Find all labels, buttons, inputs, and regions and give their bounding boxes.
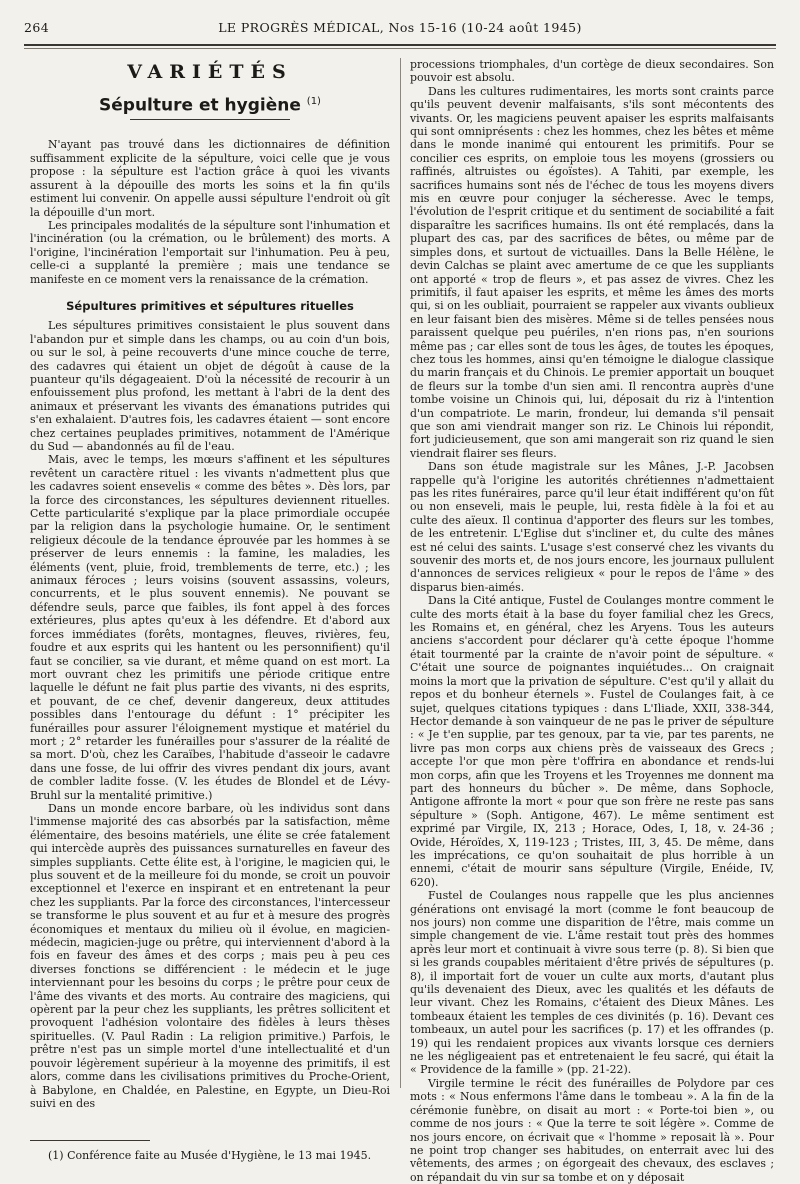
running-head: LE PROGRÈS MÉDICAL, Nos 15-16 (10-24 août 1945) [218,20,582,35]
subheading: Sépultures primitives et sépultures rituelles [66,298,354,313]
paragraph: N'ayant pas trouvé dans les dictionnaires de définition suffisamment explicite de la sépulture, voici celle que je vous propose : la sépulture est l'action grâce à quoi les vivants assurent à la dépouille des morts les soins et la fin qu'ils estiment lui convenir. On appelle aussi sépulture l'endroit où gît la dépouille d'un mort. [30,138,390,219]
paragraph: Dans la Cité antique, Fustel de Coulanges montre comment le culte des morts était à la base du foyer familial chez les Grecs, les Romains et, en général, chez les Aryens. Tous les auteurs anciens s'accordent pour déclarer qu'à cette époque l'homme était tourmenté par la crainte de n'avoir point de sépulture. « C'était une source de poignantes inquiétudes... On craignait moins la mort que la privation de sépulture. C'est qu'il y allait du repos et du bonheur éternels ». Fustel de Coulanges fait, à ce sujet, quelques citations typiques : dans L'Iliade, XXII, 338-344, Hector demande à son vainqueur de ne pas le priver de sépulture : « Je t'en supplie, par tes genoux, par ta vie, par tes parents, ne livre pas mon corps aux chiens près de vaisseaux des Grecs ; accepte l'or que mon père t'offrira en abondance et rends-lui mon corps, afin que les Troyens et les Troyennes me donnent ma part des honneurs du bûcher ». De même, dans Sophocle, Antigone affronte la mort « pour que son frère ne reste pas sans sépulture » (Soph. Antigone, 467). Le même sentiment est exprimé par Virgile, IX, 213 ; Horace, Odes, I, 18, v. 24-36 ; Ovide, Héroïdes, X, 119-123 ; Tristes, III, 3, 45. De même, dans les imprécations, ce qu'on souhaitait de plus horrible à un ennemi, c'était de mourir sans sépulture (Virgile, Enéide, IV, 620). [410,594,774,889]
running-header [24,20,776,40]
article-title [30,95,390,117]
column-divider [400,58,401,1088]
footnote: (1) Conférence faite au Musée d'Hygiène, le 13 mai 1945. [48,1149,372,1163]
paragraph: Virgile termine le récit des funérailles de Polydore par ces mots : « Nous enfermons l'âme dans le tombeau ». A la fin de la cérémonie funèbre, on disait au mort : « Porte-toi bien », ou comme de nos jours : « Que la terre te soit légère ». Comme de nos jours encore, on écrivait que « l'homme » reposait là ». Pour ne point trop changer ses habitudes, on enterrait avec lui des vêtements, des armes ; on égorgeait des chevaux, des esclaves ; on répandait du vin sur sa tombe et on y déposait [410,1076,774,1184]
footnote-rule [30,1140,150,1141]
paragraph: Les sépultures primitives consistaient le plus souvent dans l'abandon pur et simple dans les champs, ou au coin d'un bois, ou sur le sol, à peine recouverts d'une mince couche de terre, des cadavres qui étaient un objet de dégoût à cause de la puanteur qu'ils dégageaient. D'où la nécessité de recourir à un enfouissement plus profond, les mettant à l'abri de la dent des animaux et préservant les vivants des émanations putrides qui s'en exhalaient. D'autres fois, les cadavres étaient — sont encore chez certaines peuplades primitives, notamment de l'Amérique du Sud — abandonnés au fil de l'eau. [30,319,390,453]
title-rule [130,119,290,120]
left-column [30,58,390,1163]
paragraph: Les principales modalités de la sépulture sont l'inhumation et l'incinération (ou la crémation, ou le brûlement) des morts. A l'origine, l'incinération l'emportait sur l'inhumation. Peu à peu, celle-ci a supplanté la première ; mais une tendance se manifeste en ce moment vers la renaissance de la crémation. [30,218,390,286]
paragraph: Dans les cultures rudimentaires, les morts sont craints parce qu'ils peuvent devenir malfaisants, s'ils sont mécontents des vivants. Or, les magiciens peuvent apaiser les esprits malfaisants qui sont omniprésents : chez les hommes, chez les bêtes et même dans le monde inanimé qui entourent les primitifs. Pour se concilier ces esprits, on emploie tous les moyens (grossiers ou raffinés, altruistes ou égoïstes). A Tahiti, par exemple, les sacrifices humains sont nés de l'échec de tous les moyens divers mis en œuvre pour conjuger la sécheresse. Avec le temps, l'évolution de l'esprit critique et du sentiment de sociabilité a fait disparaître les sacrifices humains. Ils ont été remplacés, dans la plupart des cas, par des sacrifices de bêtes, ou même par de simples dons, et surtout de victuailles. Dans la Belle Hélène, le devin Calchas se plaint avec amertume de ce que les suppliants ont apporté « trop de fleurs », et pas assez de vivres. Chez les primitifs, il faut apaiser les esprits, et même les âmes des morts qui, si on les oubliait, pourraient se rappeler aux vivants oublieux en leur faisant bien des misères. Même si de telles pensées nous paraissent quelque peu puériles, n'en rions pas, n'en sourions même pas ; car elles sont de tous les âges, de toutes les époques, chez tous les hommes, ainsi qu'en témoigne le dialogue classique du marin français et du Chinois. Le premier apportait un bouquet de fleurs sur la tombe d'un sien ami. Il rencontra auprès d'une tombe voisine un Chinois qui, lui, déposait du riz à l'intention d'un compatriote. Le marin, frondeur, lui demanda s'il pensait que son ami viendrait manger son riz. Le Chinois lui répondit, fort judicieusement, que son ami mangerait son riz quand le sien viendrait flairer ses fleurs. [410,84,774,460]
header-rule [24,44,776,46]
paragraph: Fustel de Coulanges nous rappelle que les plus anciennes générations ont envisagé la mort (comme le font beaucoup de nos jours) non comme une disparition de l'être, mais comme un simple changement de vie. L'âme restait tout près des hommes après leur mort et continuait à vivre sous terre (p. 8). Si bien que si les grands coupables méritaient d'être privés de sépultures (p. 8), il importait fort de vouer un culte aux morts, d'autant plus qu'ils devenaient des Dieux, avec les qualités et les défauts de leur vivant. Chez les Romains, c'étaient des Dieux Mânes. Les tombeaux étaient les temples de ces divinités (p. 16). Devant ces tombeaux, un autel pour les sacrifices (p. 17) et les offrandes (p. 19) qui les rendaient propices aux vivants lorsque ces derniers ne les négligeaient pas et entretenaient le feu sacré, qui était la « Providence de la famille » (pp. 21-22). [410,889,774,1077]
header-rule-thin [24,48,776,49]
section-title: VARIÉTÉS [127,61,293,83]
paragraph: Dans un monde encore barbare, où les individus sont dans l'immense majorité des cas absorbés par la satisfaction, même élémentaire, des besoins matériels, une élite se crée fatalement qui intercède auprès des puissances surnaturelles en faveur des simples suppliants. Cette élite est, à l'origine, le magicien qui, le plus souvent et de la meilleure foi du monde, se croit un pouvoir exceptionnel et l'exerce en inspirant et en entretenant la peur chez les suppliants. Par la force des circonstances, l'intercesseur se transforme le plus souvent et au fur et à mesure des progrès économiques et mentaux du milieu où il évolue, en magicien-médecin, magicien-juge ou prêtre, qui interviennent d'abord à la fois en faveur des âmes et des corps ; mais peu à peu ces diverses fonctions se différencient : le médecin et le juge interviennant pour les besoins du corps ; le prêtre pour ceux de l'âme des vivants et des morts. Au contraire des magiciens, qui opèrent par la peur chez les suppliants, les prêtres sollicitent et provoquent l'adhésion volontaire des fidèles à leurs thèses spirituelles. (V. Paul Radin : La religion primitive.) Parfois, le prêtre n'est pas un simple mortel d'une intellectualité et d'un pouvoir légèrement supérieur à la moyenne des primitifs, il est alors, comme dans les civilisations primitives du Proche-Orient, à Babylone, en Chaldée, en Palestine, en Egypte, un Dieu-Roi suivi en des [30,801,390,1110]
right-column [410,58,774,1184]
paragraph: Mais, avec le temps, les mœurs s'affinent et les sépultures revêtent un caractère rituel : les vivants n'admettent plus que les cadavres soient ensevelis « comme des bêtes ». Dès lors, par la force des circonstances, les sépultures deviennent rituelles. Cette particularité s'explique par la place primordiale occupée par la religion dans la psychologie humaine. Or, le sentiment religieux découle de la tendance éprouvée par les hommes à se préserver de leurs ennemis : la famine, les maladies, les éléments (vent, pluie, froid, tremblements de terre, etc.) ; les animaux féroces ; leurs voisins (souvent assassins, voleurs, concurrents, et le plus souvent ennemis). Ne pouvant se défendre seuls, parce que faibles, ils font appel à des forces extérieures, plus aptes qu'eux à les défendre. Et d'abord aux forces immédiates (forêts, montagnes, fleuves, rivières, feu, foudre et aux esprits qui les hantent ou les personnifient) qu'il faut se concilier, sa vie durant, et même quand on est mort. La mort ouvrant chez les primitifs une période critique entre laquelle le défunt ne fait plus partie des vivants, ni des esprits, et pouvant, de ce chef, devenir dangereux, deux attitudes possibles dans l'entourage du défunt : 1° précipiter les funérailles pour assurer l'éloignement mystique et matériel du mort ; 2° retarder les funérailles pour s'assurer de la réalité de sa mort. D'où, chez les Caraïbes, l'habitude d'asseoir le cadavre dans une fosse, de lui offrir des vivres pendant dix jours, avant de combler ladite fosse. (V. les études de Blondel et de Lévy-Bruhl sur la mentalité primitive.) [30,453,390,802]
paragraph: Dans son étude magistrale sur les Mânes, J.-P. Jacobsen rappelle qu'à l'origine les autorités chrétiennes n'admettaient pas les rites funéraires, parce qu'il leur était indifférent qu'on fût ou non enseveli, mais le peuple, lui, resta fidèle à la foi et au culte des aïeux. Il continua d'apporter des fleurs sur les tombes, de les entretenir. L'Eglise dut s'incliner et, du culte des mânes est né celui des saints. L'usage s'est conservé chez les vivants du souvenir des morts et, de nos jours encore, les journaux pullulent d'annonces de services religieux « pour le repos de l'âme » des disparus bien-aimés. [410,460,774,594]
paragraph: processions triomphales, d'un cortège de dieux secondaires. Son pouvoir est absolu. [410,58,774,85]
footnote-mark: (1) [306,96,321,108]
article-title-text: Sépulture et hygiène [99,96,301,117]
page-number: 264 [24,20,50,35]
